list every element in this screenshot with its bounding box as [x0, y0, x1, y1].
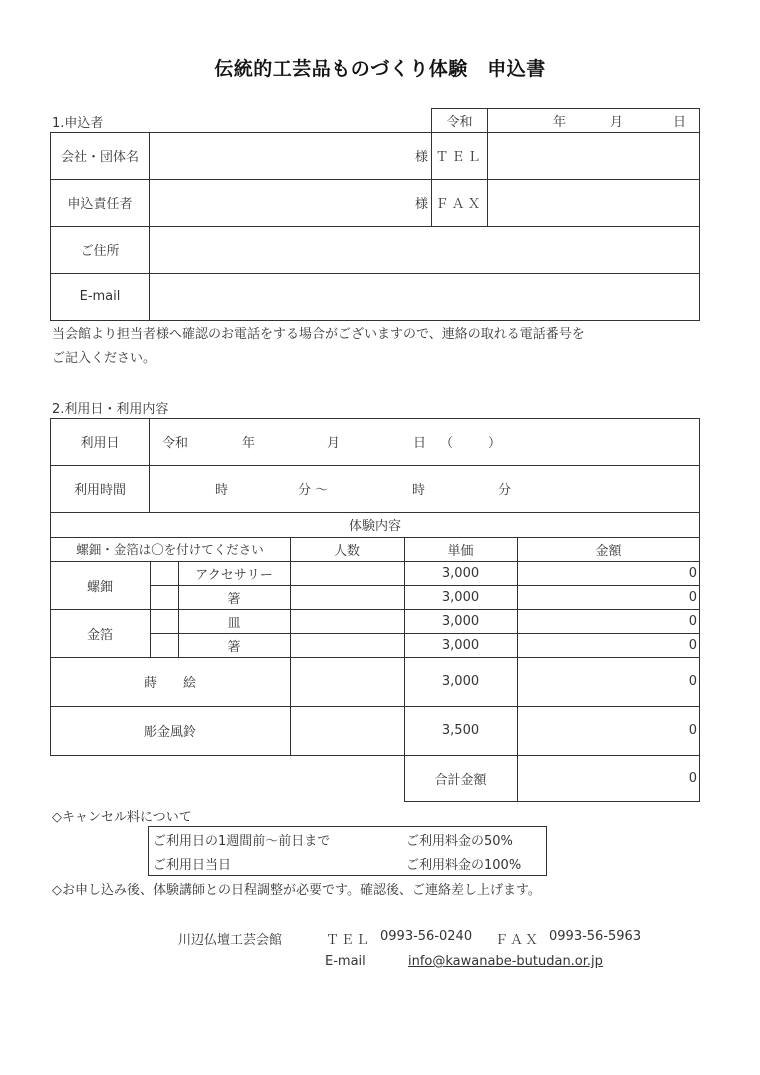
- era-label: 令和: [446, 115, 473, 130]
- total-label: 合計金額: [434, 773, 487, 788]
- weekday-open-paren: （: [440, 436, 454, 451]
- unit-price: 3,000: [441, 613, 480, 629]
- unit-price: 3,000: [441, 589, 480, 605]
- section2-heading: 2.利用日・利用内容: [52, 402, 169, 417]
- item-name: アクセサリー: [195, 567, 273, 583]
- day-label: 日: [673, 115, 687, 130]
- org-name: 川辺仏壇工芸会館: [178, 933, 283, 948]
- fax-field[interactable]: [488, 179, 700, 226]
- amount: 0: [688, 565, 697, 581]
- unit-price: 3,000: [441, 637, 480, 653]
- year-label: 年: [553, 115, 567, 130]
- mark-checkbox[interactable]: [150, 561, 178, 585]
- footer-email-label: E-mail: [325, 954, 366, 969]
- cancel-fee: ご利用料金の100%: [406, 858, 522, 873]
- item-maki-e: 蒔 絵: [143, 676, 196, 691]
- tel-label: ＴＥＬ: [435, 150, 484, 165]
- people-input[interactable]: [290, 585, 404, 609]
- address-label: ご住所: [80, 244, 120, 259]
- end-hour-label: 時: [412, 483, 426, 498]
- column-header-unit-price: 単価: [447, 543, 474, 559]
- day-label: 日: [413, 436, 427, 451]
- item-name: 箸: [227, 639, 241, 655]
- company-label: 会社・団体名: [60, 150, 139, 165]
- email-field[interactable]: [150, 273, 700, 320]
- contact-notice-cont: ご記入ください。: [52, 351, 157, 366]
- amount: 0: [688, 674, 697, 689]
- contact-notice: 当会館より担当者様へ確認のお電話をする場合がございますので、連絡の取れる電話番号を: [52, 327, 585, 342]
- era-label: 令和: [162, 436, 189, 451]
- fax-label: ＦＡＸ: [495, 933, 541, 948]
- mark-checkbox[interactable]: [150, 633, 178, 657]
- cancel-when: ご利用日の1週間前～前日まで: [153, 834, 331, 849]
- month-label: 月: [610, 115, 624, 130]
- application-date-field[interactable]: [488, 108, 700, 133]
- mark-checkbox[interactable]: [150, 585, 178, 609]
- group-kinpaku: 金箔: [86, 627, 113, 643]
- weekday-close-paren: ）: [488, 436, 502, 451]
- item-name: 箸: [227, 591, 241, 607]
- schedule-note: ◇お申し込み後、体験講師との日程調整が必要です。確認後、ご連絡差し上げます。: [52, 883, 541, 898]
- people-input[interactable]: [290, 561, 404, 585]
- column-header-people: 人数: [333, 543, 360, 559]
- cancel-when: ご利用日当日: [153, 858, 232, 873]
- group-raden: 螺鈿: [86, 579, 113, 595]
- use-time-field[interactable]: [150, 465, 700, 512]
- honorific-suffix: 様: [414, 150, 428, 165]
- item-name: 皿: [227, 615, 241, 631]
- cancel-heading: ◇キャンセル料について: [52, 810, 192, 825]
- people-input[interactable]: [290, 609, 404, 633]
- mark-checkbox[interactable]: [150, 609, 178, 633]
- footer-email-link[interactable]: info@kawanabe-butudan.or.jp: [408, 954, 603, 969]
- month-label: 月: [327, 436, 341, 451]
- responsible-person-label: 申込責任者: [67, 197, 133, 212]
- column-header-item: 螺鈿・金箔は〇を付けてください: [76, 542, 264, 557]
- address-field[interactable]: [150, 226, 700, 273]
- company-field[interactable]: [150, 132, 431, 179]
- end-minute-label: 分: [498, 483, 512, 498]
- start-minute-label: 分 ～: [298, 483, 329, 498]
- email-label: E-mail: [79, 289, 121, 304]
- people-input[interactable]: [290, 657, 404, 706]
- tel-number: 0993-56-0240: [380, 929, 473, 944]
- fax-number: 0993-56-5963: [549, 929, 642, 944]
- people-input[interactable]: [290, 706, 404, 755]
- use-date-field[interactable]: [150, 418, 700, 465]
- total-amount: 0: [688, 771, 697, 786]
- amount: 0: [688, 637, 697, 653]
- amount: 0: [688, 613, 697, 629]
- content-header: 体験内容: [348, 519, 401, 534]
- unit-price: 3,000: [441, 674, 480, 689]
- honorific-suffix: 様: [414, 197, 428, 212]
- item-chokin-furin: 彫金風鈴: [143, 725, 196, 740]
- cancel-fee: ご利用料金の50%: [406, 834, 513, 849]
- column-header-amount: 金額: [595, 543, 622, 559]
- responsible-person-field[interactable]: [150, 179, 431, 226]
- tel-field[interactable]: [488, 132, 700, 179]
- amount: 0: [688, 589, 697, 605]
- section1-heading: 1.申込者: [52, 116, 104, 131]
- unit-price: 3,000: [441, 565, 480, 581]
- people-input[interactable]: [290, 633, 404, 657]
- tel-label: ＴＥＬ: [326, 933, 372, 948]
- start-hour-label: 時: [215, 483, 229, 498]
- use-time-label: 利用時間: [73, 483, 126, 498]
- form-title: 伝統的工芸品ものづくり体験 申込書: [214, 58, 546, 80]
- year-label: 年: [242, 436, 256, 451]
- fax-label: ＦＡＸ: [435, 197, 484, 212]
- use-date-label: 利用日: [80, 436, 120, 451]
- unit-price: 3,500: [441, 723, 480, 738]
- amount: 0: [688, 723, 697, 738]
